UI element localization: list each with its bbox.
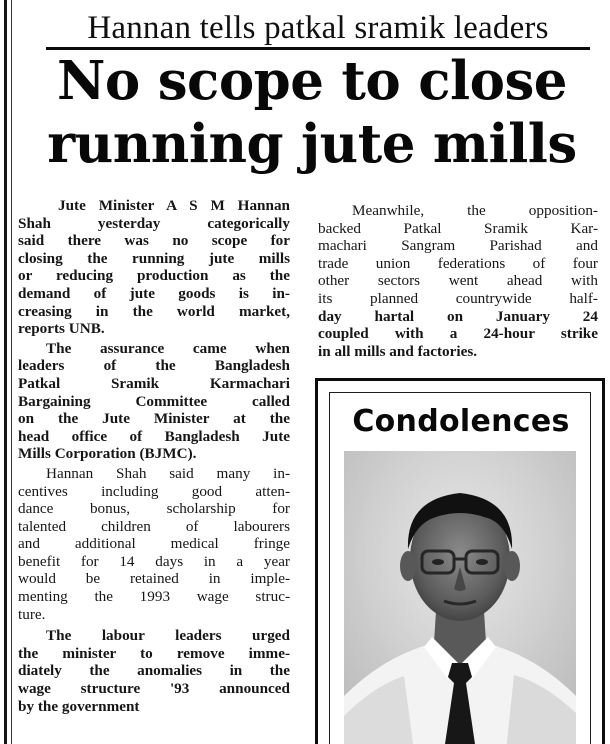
paragraph-4 bbox=[18, 627, 290, 715]
text-line: demand of jute goods is in- bbox=[18, 284, 290, 302]
text-line: by the government bbox=[18, 697, 140, 715]
text-line: dance bonus, scholarship for bbox=[18, 500, 290, 518]
paragraph-3 bbox=[18, 465, 290, 623]
condolences-title: Condolences bbox=[352, 404, 570, 439]
condolences-box bbox=[315, 378, 605, 744]
text-line: day hartal on January 24 bbox=[318, 307, 598, 325]
portrait-photo-icon bbox=[344, 451, 576, 744]
text-line: Jute Minister A S M Hannan bbox=[58, 197, 290, 214]
text-line: talented children of labourers bbox=[18, 517, 290, 535]
text-line: Meanwhile, the opposition- bbox=[352, 202, 598, 219]
paragraph-2 bbox=[18, 340, 290, 463]
text-line: trade union federations of four bbox=[318, 254, 598, 272]
text-line: said there was no scope for bbox=[18, 232, 290, 250]
paragraph-1 bbox=[18, 197, 290, 338]
headline-line-1: No scope to close bbox=[56, 50, 568, 112]
text-line: and additional medical fringe bbox=[18, 535, 290, 553]
condolences-inner-frame bbox=[329, 392, 591, 744]
text-line: on the Jute Minister at the bbox=[18, 410, 290, 428]
text-line: reports UNB. bbox=[18, 320, 105, 338]
text-line: in all mills and factories. bbox=[318, 342, 478, 360]
text-line: The labour leaders urged bbox=[46, 627, 290, 645]
text-line: Shah yesterday categorically bbox=[18, 214, 290, 232]
text-line: leaders of the Bangladesh bbox=[18, 357, 290, 375]
text-line: Mills Corporation (BJMC). bbox=[18, 445, 197, 463]
kicker-headline bbox=[46, 8, 590, 50]
kicker-text: Hannan tells patkal sramik leaders bbox=[87, 10, 549, 46]
text-line: the minister to remove imme- bbox=[18, 644, 290, 662]
article-body-right-column bbox=[318, 202, 598, 360]
text-line: head office of Bangladesh Jute bbox=[18, 427, 290, 445]
column-rule-inner bbox=[11, 0, 12, 744]
text-line: would be retained in imple- bbox=[18, 570, 290, 588]
text-line: creasing in the world market, bbox=[18, 302, 290, 320]
text-line: The assurance came when bbox=[46, 339, 290, 357]
text-line: Bargaining Committee called bbox=[18, 392, 290, 410]
text-line: benefit for 14 days in a year bbox=[18, 552, 290, 570]
text-line: centives including good atten- bbox=[18, 482, 290, 500]
text-line: wage structure '93 announced bbox=[18, 680, 290, 698]
text-line: machari Sangram Parishad and bbox=[318, 237, 598, 255]
text-line: Patkal Sramik Karmachari bbox=[18, 374, 290, 392]
text-line: backed Patkal Sramik Kar- bbox=[318, 219, 598, 237]
text-line: closing the running jute mills bbox=[18, 249, 290, 267]
main-headline bbox=[22, 50, 602, 176]
text-line: or reducing production as the bbox=[18, 267, 290, 285]
text-line: Hannan Shah said many in- bbox=[46, 464, 290, 482]
text-line: its planned countrywide half- bbox=[318, 289, 598, 307]
text-line: ture. bbox=[18, 605, 46, 623]
text-line: coupled with a 24-hour strike bbox=[318, 325, 598, 343]
headline-line-2: running jute mills bbox=[47, 113, 577, 175]
text-line: menting the 1993 wage struc- bbox=[18, 588, 290, 606]
text-line: diately the anomalies in the bbox=[18, 662, 290, 680]
article-body-left-column bbox=[18, 197, 290, 715]
text-line: other sectors went ahead with bbox=[318, 272, 598, 290]
column-rule-outer bbox=[4, 0, 7, 744]
